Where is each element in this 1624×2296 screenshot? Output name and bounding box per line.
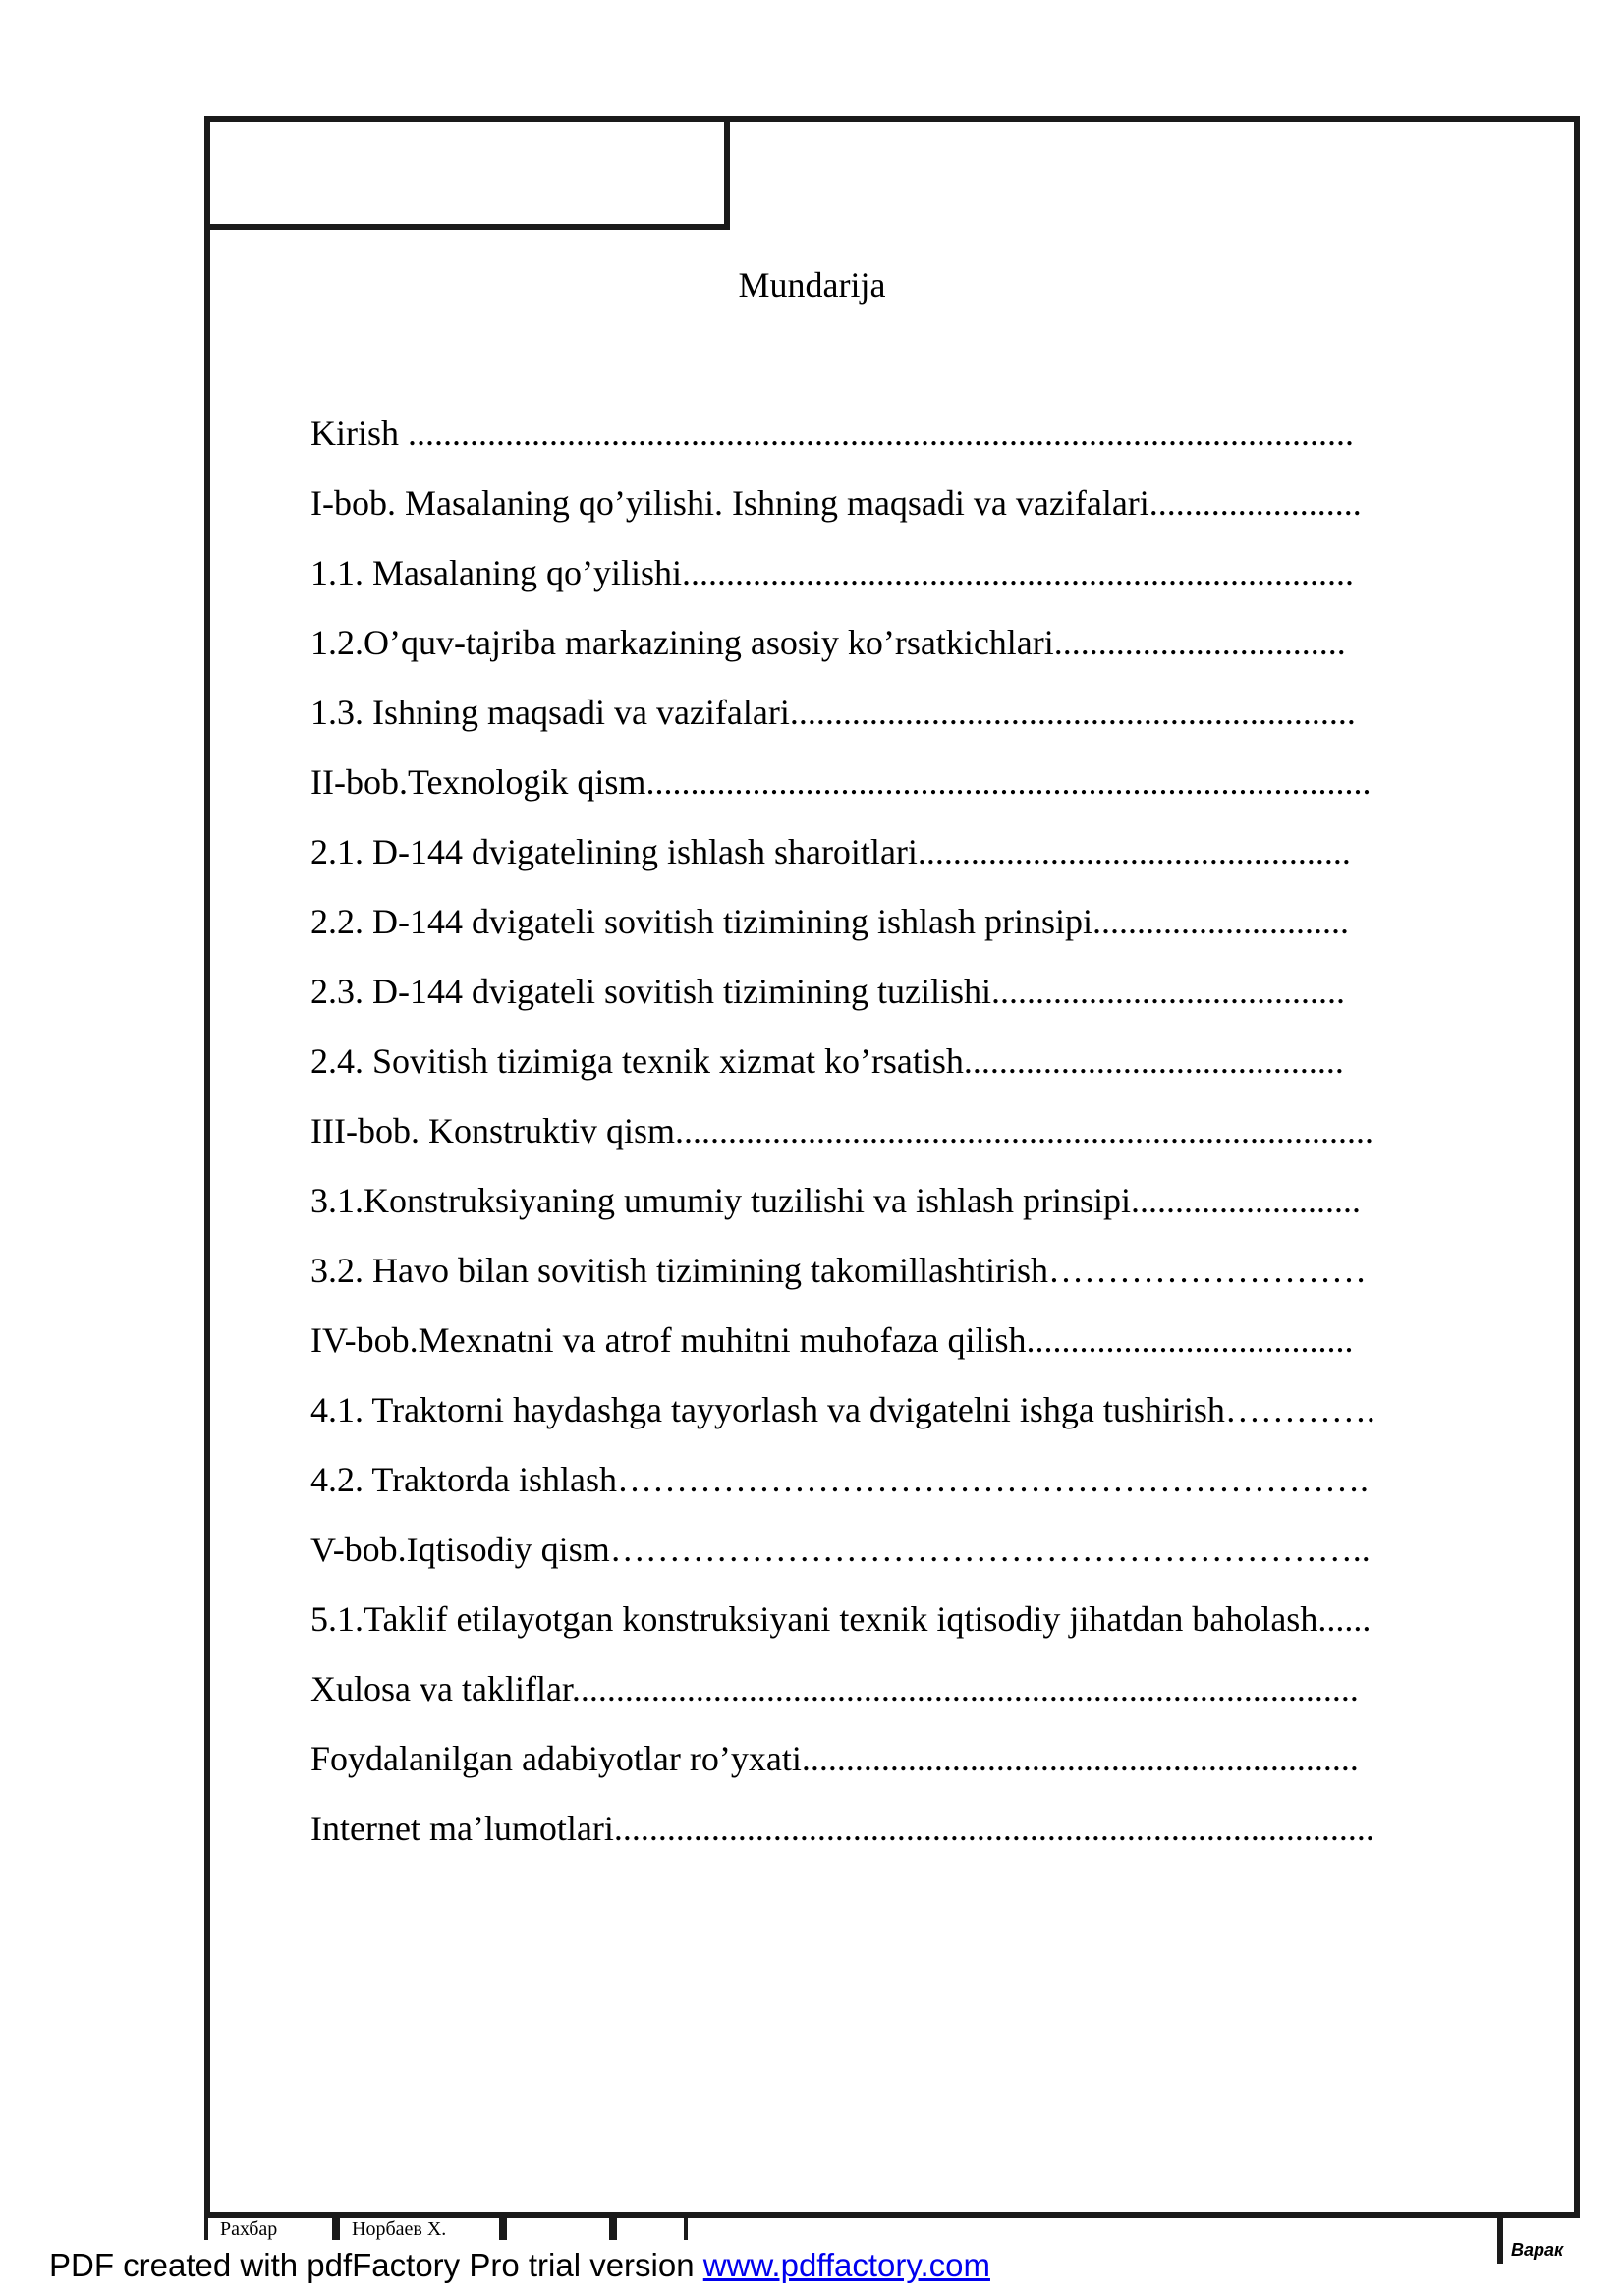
toc-item: 1.1. Masalaning qo’yilishi............................................................................ (310, 553, 1354, 592)
toc-item: III-bob. Konstruktiv qism............................................................................... (310, 1111, 1373, 1150)
toc-item: Internet ma’lumotlari...................................................................................... (310, 1809, 1374, 1848)
toc-item: Foydalanilgan adabiyotlar ro’yxati............................................................... (310, 1739, 1359, 1778)
toc-item: 5.1.Taklif etilayotgan konstruksiyani texnik iqtisodiy jihatdan baholash...... (310, 1599, 1372, 1639)
toc-item: 3.1.Konstruksiyaning umumiy tuzilishi va ishlash prinsipi.......................... (310, 1181, 1361, 1220)
toc-item: 1.2.O’quv-tajriba markazining asosiy ko’rsatkichlari................................. (310, 623, 1346, 662)
stamp-cell-date (613, 2214, 688, 2240)
footer-link[interactable]: www.pdffactory.com (702, 2247, 990, 2283)
toc-item: II-bob.Texnologik qism.................................................................................. (310, 762, 1372, 802)
table-of-contents (310, 399, 1480, 1864)
toc-item: 2.2. D-144 dvigateli sovitish tizimining ishlash prinsipi............................. (310, 902, 1349, 941)
corner-stamp-box (204, 116, 730, 230)
stamp-role: Рахбар (220, 2218, 278, 2240)
toc-item: 2.1. D-144 dvigatelining ishlash sharoitlari................................................. (310, 832, 1351, 871)
toc-item: I-bob. Masalaning qo’yilishi. Ishning maqsadi va vazifalari........................ (310, 483, 1362, 523)
toc-item: 2.4. Sovitish tizimiga texnik xizmat ko’rsatish........................................... (310, 1041, 1344, 1081)
pdf-footer (49, 2246, 990, 2285)
toc-item: 1.3. Ishning maqsadi va vazifalari................................................................ (310, 693, 1356, 732)
sheet-label: Варак (1511, 2240, 1564, 2260)
toc-item: V-bob.Iqtisodiy qism……………………………………………………….. (310, 1530, 1371, 1569)
toc-item: 3.2. Havo bilan sovitish tizimining takomillashtirish……………………… (310, 1251, 1367, 1290)
toc-item: Kirish ........................................................................................................... (310, 414, 1354, 453)
stamp-cell-role (204, 2214, 336, 2240)
footer-text: PDF created with pdfFactory Pro trial version (49, 2247, 703, 2283)
toc-item: 4.1. Traktorni haydashga tayyorlash va dvigatelni ishga tushirish…………. (310, 1390, 1375, 1429)
stamp-name: Норбаев Х. (352, 2218, 447, 2240)
toc-item: Xulosa va takliflar......................................................................................... (310, 1669, 1359, 1708)
stamp-cell-signature (503, 2214, 613, 2240)
page-title: Mundarija (738, 265, 886, 305)
toc-item: 2.3. D-144 dvigateli sovitish tizimining tuzilishi........................................ (310, 972, 1345, 1011)
toc-item: 4.2. Traktorda ishlash………………………………………………………. (310, 1460, 1370, 1499)
toc-item: IV-bob.Mexnatni va atrof muhitni muhofaza qilish..................................... (310, 1320, 1354, 1360)
stamp-cell-name (336, 2214, 503, 2240)
